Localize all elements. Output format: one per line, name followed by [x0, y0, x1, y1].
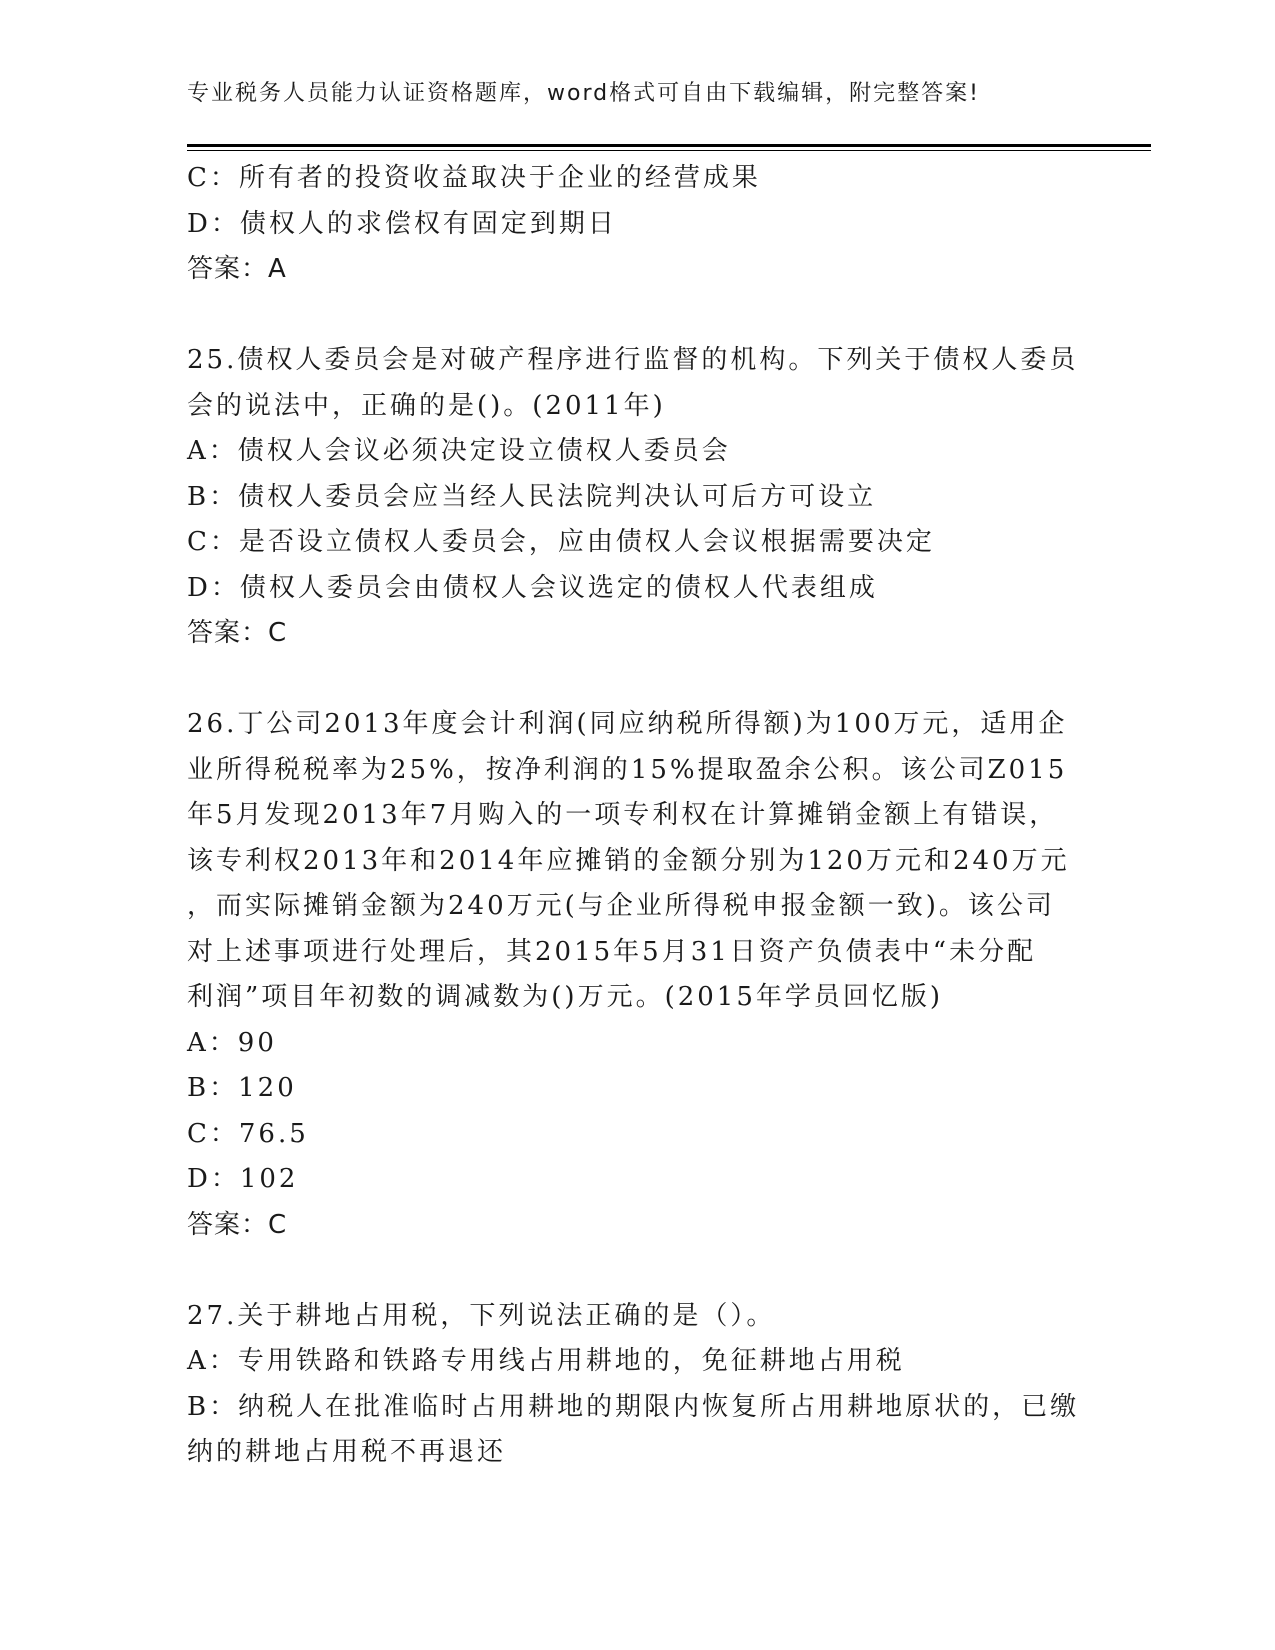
- page-header: 专业税务人员能力认证资格题库，word格式可自由下载编辑，附完整答案!: [187, 81, 980, 106]
- question-27: [187, 1294, 1087, 1476]
- question-stem: 对上述事项进行处理后，其2015年5月31日资产负债表中“未分配: [187, 936, 1037, 967]
- option-b: B：债权人委员会应当经人民法院判决认可后方可设立: [187, 481, 877, 512]
- option-b: B：120: [187, 1073, 297, 1103]
- option-b-continued: 纳的耕地占用税不再退还: [187, 1437, 507, 1467]
- option-a: A：专用铁路和铁路专用线占用耕地的，免征耕地占用税: [187, 1346, 905, 1376]
- header-rule-thin: [187, 150, 1151, 151]
- option-c: C：76.5: [187, 1118, 309, 1149]
- question-25: [187, 338, 1087, 657]
- option-d: D：债权人委员会由债权人会议选定的债权人代表组成: [187, 572, 878, 603]
- question-stem: ，而实际摊销金额为240万元(与企业所得税申报金额一致)。该公司: [187, 891, 1055, 921]
- option-d: D：债权人的求偿权有固定到期日: [187, 208, 617, 239]
- option-c: C：是否设立债权人委员会，应由债权人会议根据需要决定: [187, 527, 935, 557]
- option-d: D：102: [187, 1164, 299, 1194]
- answer: 答案：A: [187, 254, 287, 284]
- question-stem: 利润”项目年初数的调减数为()万元。(2015年学员回忆版): [187, 982, 944, 1012]
- header-rule-thick: [187, 144, 1151, 147]
- spacer: [187, 1248, 1087, 1294]
- answer: 答案：C: [187, 618, 288, 648]
- question-stem: 该专利权2013年和2014年应摊销的金额分别为120万元和240万元: [187, 845, 1070, 876]
- question-26: [187, 702, 1087, 1248]
- answer: 答案：C: [187, 1209, 288, 1240]
- question-24-tail: [187, 156, 1087, 293]
- option-a: A：债权人会议必须决定设立债权人委员会: [187, 436, 731, 466]
- question-stem: 年5月发现2013年7月购入的一项专利权在计算摊销金额上有错误，: [187, 800, 1059, 830]
- spacer: [187, 293, 1087, 339]
- question-stem: 25.债权人委员会是对破产程序进行监督的机构。下列关于债权人委员: [187, 345, 1079, 375]
- page-content: [187, 156, 1087, 1476]
- question-stem: 业所得税税率为25%，按净利润的15%提取盈余公积。该公司Z015: [187, 754, 1068, 785]
- question-stem: 27.关于耕地占用税，下列说法正确的是（）。: [187, 1300, 776, 1331]
- option-c: C：所有者的投资收益取决于企业的经营成果: [187, 163, 761, 193]
- option-a: A：90: [187, 1027, 277, 1058]
- question-stem: 26.丁公司2013年度会计利润(同应纳税所得额)为100万元，适用企: [187, 709, 1068, 739]
- spacer: [187, 657, 1087, 703]
- question-stem: 会的说法中，正确的是()。(2011年): [187, 390, 666, 421]
- option-b: B：纳税人在批准临时占用耕地的期限内恢复所占用耕地原状的，已缴: [187, 1391, 1080, 1422]
